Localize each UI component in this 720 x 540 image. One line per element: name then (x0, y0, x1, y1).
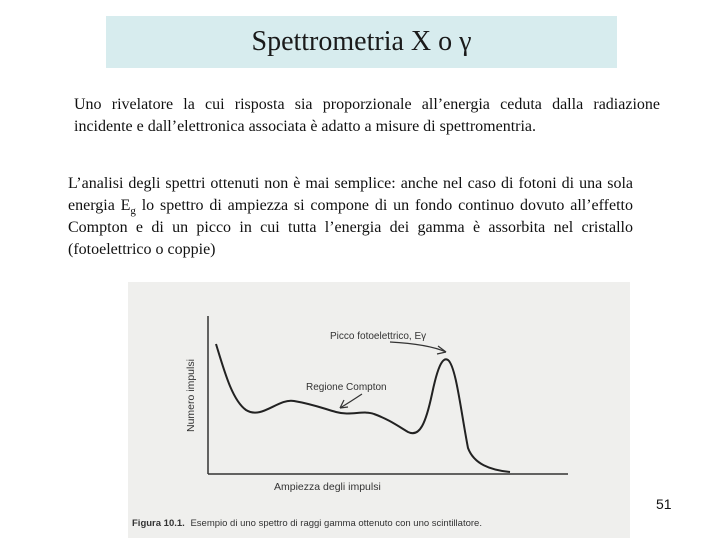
slide-title: Spettrometria X o γ (251, 26, 472, 57)
caption-text: Esempio di uno spettro di raggi gamma ottenuto con uno scintillatore. (190, 518, 482, 529)
page-number: 51 (656, 496, 672, 512)
peak-arrow (390, 342, 446, 352)
title-banner (106, 16, 617, 68)
spectrum-figure (128, 282, 630, 538)
x-axis-label: Ampiezza degli impulsi (274, 481, 381, 493)
spectrum-plot (128, 282, 630, 538)
intro-paragraph: Uno rivelatore la cui risposta sia proporzionale all’energia ceduta dalla radiazione incidente e dall’elettronica associata è adatto a misure di spettromentria. (74, 96, 660, 135)
y-axis-label: Numero impulsi (185, 359, 197, 432)
figure-caption (132, 518, 482, 529)
peak-annotation: Picco fotoelettrico, Eγ (330, 331, 427, 342)
analysis-text-start: L’analisi degli spettri ottenuti non è mai semplice: anche nel caso di fotoni di una sola energia E (68, 175, 633, 214)
spectrum-curve (216, 344, 510, 472)
energy-subscript: g (130, 205, 136, 217)
caption-label: Figura 10.1. (132, 518, 185, 529)
analysis-text-end: lo spettro di ampiezza si compone di un fondo continuo dovuto all’effetto Compton e di un picco in cui tutta l’energia dei gamma è assorbita nel cristallo (fotoelettrico o coppie) (68, 197, 634, 258)
analysis-paragraph (68, 173, 633, 261)
compton-annotation: Regione Compton (306, 382, 387, 393)
